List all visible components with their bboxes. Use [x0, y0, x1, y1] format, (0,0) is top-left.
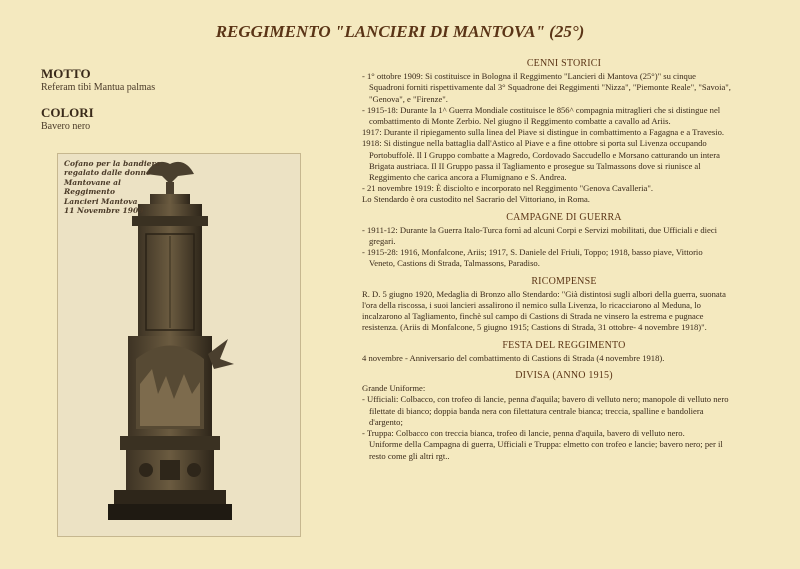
- festa-text: 4 novembre - Anniversario del combattimento di Castions di Strada (4 novembre 1918).: [362, 352, 665, 363]
- cenni-line: 1917: Durante il ripiegamento sulla linea del Piave si distingue in combattimento a Fagagna e a Travesio.: [362, 127, 725, 138]
- cenni-heading: CENNI STORICI: [526, 58, 602, 69]
- divisa-section: [362, 383, 766, 461]
- page-title: REGGIMENTO "LANCIERI DI MANTOVA" (25°): [215, 22, 585, 41]
- divisa-line: Uniforme della Campagna di guerra, Ufficiali e Truppa: elmetto con trofeo e lancie; bavero nero; per il: [369, 439, 723, 450]
- divisa-line: resto come gli altri rgt..: [369, 450, 450, 461]
- cenni-line: 1918: Si distingue nella battaglia dall'Astico al Piave e a fine ottobre si porta sul Livenza occupando: [362, 138, 707, 149]
- ricompense-line: R. D. 5 giugno 1920, Medaglia di Bronzo allo Stendardo: "Già distintosi sugli albori della guerra, suonata: [362, 288, 726, 299]
- campagne-line: gregari.: [369, 236, 396, 247]
- colori-value: Bavero nero: [41, 121, 91, 132]
- divisa-line: d'argento;: [369, 416, 403, 427]
- campagne-line: - 1911-12: Durante la Guerra Italo-Turca fornì ad alcuni Corpi e Servizi mobilitati, due Ufficiali e dieci: [362, 224, 718, 235]
- divisa-line: - Ufficiali: Colbacco, con trofeo di lancie, penna d'aquila; bavero di velluto nero; manopole di velluto nero: [362, 394, 729, 405]
- cenni-line: Portobuffolè. Il I Gruppo combatte a Magredo, Cordovado Saccudello e Morsano catturando un intera: [369, 149, 720, 160]
- ricompense-line: resistenza. (Ariis di Monfalcone, 5 giugno 1915; Castions di Strada, 31 ottobre- 4 novembre 1918)".: [362, 322, 707, 333]
- history-content: [362, 58, 766, 462]
- photo-caption: Cofano per la bandiera regalato dalle donne Mantovane al Reggimento Lancieri Mantova 11 Novembre 1909: [64, 159, 161, 216]
- festa-heading: FESTA DEL REGGIMENTO: [502, 339, 626, 351]
- divisa-line: filettate di bianco; doppia banda nera con filettatura centrale bianca; treccia, spalline e bandoliera: [369, 405, 704, 416]
- campagne-line: - 1915-28: 1916, Monfalcone, Ariis; 1917, S. Daniele del Friuli, Toppo; 1918, basso piave, Vittorio: [362, 247, 703, 258]
- ricompense-heading: RICOMPENSE: [531, 275, 597, 287]
- cenni-line: Reggimento che carica ancora a Flumignano e S. Andrea.: [369, 172, 567, 183]
- cenni-line: - 1° ottobre 1909: Si costituisce in Bologna il Reggimento "Lancieri di Mantova (25°)" su cinque: [362, 71, 696, 82]
- cenni-line: - 21 novembre 1919: È disciolto e incorporato nel Reggimento "Genova Cavalleria".: [362, 183, 654, 194]
- motto-value: Referam tibi Mantua palmas: [41, 82, 156, 93]
- ricompense-line: l'ora della riscossa, i suoi lancieri assalirono il nemico sulla Livenza, lo ricacciarono al Meduna, lo: [362, 300, 701, 311]
- divisa-line: Grande Uniforme:: [362, 383, 426, 394]
- cenni-section: [362, 71, 766, 205]
- campagne-section: [362, 225, 766, 270]
- divisa-line: - Truppa: Colbacco con treccia bianca, trofeo di lancie, penna d'aquila, bavero di velluto nero.: [362, 428, 685, 439]
- campagne-heading: CAMPAGNE DI GUERRA: [506, 211, 622, 223]
- ricompense-line: incalzarono al Tagliamento, finchè sul campo di Castions di Strada ne vinsero la estrema e pugnace: [362, 311, 704, 322]
- colori-label: COLORI: [41, 105, 94, 120]
- cenni-line: Lo Stendardo è ora custodito nel Sacrario del Vittoriano, in Roma.: [362, 194, 590, 205]
- cenni-line: - 1915-18: Durante la 1^ Guerra Mondiale costituisce le 856^ compagnia mitraglieri che si distingue nel: [362, 104, 721, 115]
- cenni-line: combattimento di Monte Zerbio. Nel giugno il Reggimento combatte a cavallo ad Ariis.: [369, 116, 671, 127]
- monument-photo: [57, 153, 301, 537]
- cenni-line: "Genova", e "Firenze".: [369, 93, 448, 104]
- ricompense-section: [362, 289, 766, 334]
- divisa-heading: DIVISA (ANNO 1915): [515, 370, 613, 382]
- cenni-line: Squadroni forniti rispettivamente dal 3° Squadrone dei Reggimenti "Nizza", "Piemonte Reale", "Savoia",: [369, 82, 731, 93]
- motto-label: MOTTO: [41, 66, 91, 81]
- campagne-line: Veneto, Castions di Strada, Talmassons, Paradiso.: [369, 258, 540, 269]
- cenni-line: Brigata austriaca. Il II Gruppo passa il Tagliamento e prosegue su Talmassons dove si riunisce al: [369, 160, 701, 171]
